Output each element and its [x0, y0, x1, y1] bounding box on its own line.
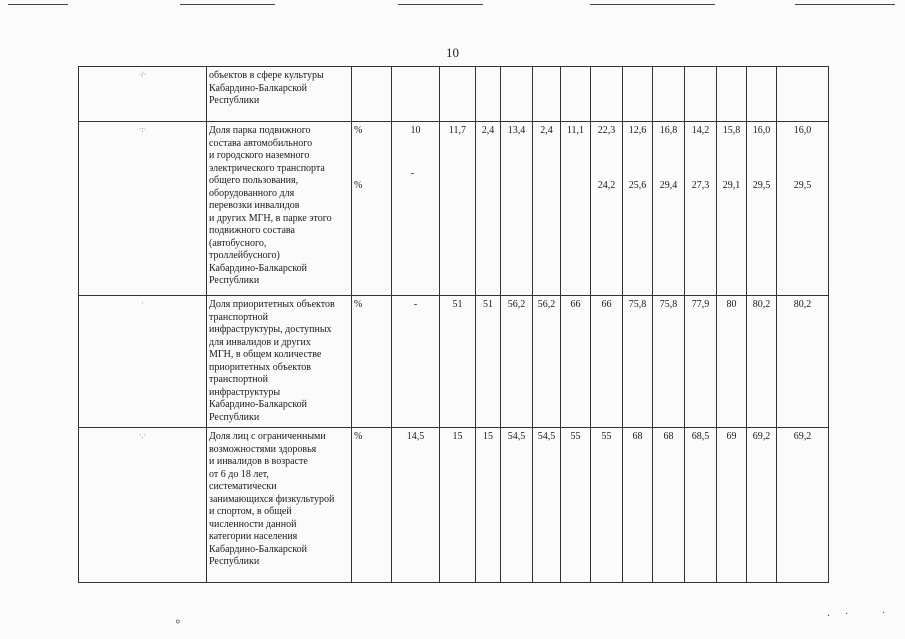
value: 56,2: [507, 299, 526, 310]
top-rule: [180, 4, 275, 5]
indicator-name-line: Кабардино-Балкарской: [209, 262, 308, 274]
value: 80: [726, 299, 737, 310]
indicator-name-line: для инвалидов и других: [209, 336, 311, 348]
value: 54,5: [537, 431, 556, 442]
indicator-name-line: Республики: [209, 556, 260, 567]
value-cell: [747, 122, 777, 296]
indicator-name-line: и городского наземного: [209, 150, 310, 161]
value-cell: [717, 296, 747, 428]
indicator-name-line: от 6 до 18 лет,: [209, 468, 269, 480]
value-cell: [476, 122, 501, 296]
indicator-name-line: инфраструктуры, доступных: [209, 324, 332, 335]
value: 80,2: [793, 299, 812, 310]
value: 14,2: [691, 125, 710, 136]
value-cell: [476, 67, 501, 122]
value: 69: [726, 431, 737, 442]
indicator-name-cell: [207, 428, 352, 583]
unit-cell: [352, 67, 392, 122]
value: 12,6: [628, 125, 647, 136]
value-cell: [440, 122, 476, 296]
value: 11,1: [566, 125, 585, 136]
indicator-name-line: Доля приоритетных объектов: [209, 299, 335, 310]
indicator-name-line: и спортом, в общей: [209, 506, 292, 517]
unit-value: %: [354, 299, 363, 310]
table-row: [79, 428, 829, 583]
value: 54,5: [507, 431, 526, 442]
value-cell: [685, 428, 717, 583]
value-cell: [777, 428, 829, 583]
row-number-cell: ·: [79, 296, 207, 428]
value: 14,5: [406, 431, 425, 442]
value: 2,4: [540, 125, 553, 136]
value: 10: [410, 125, 421, 136]
value-cell: [392, 428, 440, 583]
value: 15: [452, 431, 463, 442]
value-cell: [392, 67, 440, 122]
value-cell: [623, 122, 653, 296]
indicator-name-line: численности данной: [209, 518, 297, 530]
value-cell: [561, 428, 591, 583]
value-cell: [561, 296, 591, 428]
table-row: [79, 122, 829, 296]
value: 77,9: [691, 299, 710, 310]
value-cell: [717, 428, 747, 583]
top-rule: [398, 4, 483, 5]
scan-mark: ·: [845, 609, 849, 620]
indicator-name-line: общего пользования,: [209, 175, 299, 186]
value-second: 25,6: [628, 179, 647, 191]
value: 16,0: [752, 125, 771, 136]
page-number: 10: [446, 45, 459, 60]
value: 16,8: [659, 125, 678, 136]
value-cell: [476, 428, 501, 583]
value-cell: [533, 428, 561, 583]
value-second: 27,3: [691, 179, 710, 191]
indicator-name-line: электрического транспорта: [209, 162, 325, 174]
value-cell: [392, 296, 440, 428]
indicator-name-line: Кабардино-Балкарской: [209, 543, 308, 555]
value-cell: [440, 67, 476, 122]
value: -: [413, 299, 418, 310]
indicator-name-line: Республики: [209, 411, 260, 423]
value: 16,0: [793, 125, 812, 136]
unit-value: %: [354, 125, 363, 136]
table-row: [79, 296, 829, 428]
value-cell: [440, 428, 476, 583]
value-cell: [591, 122, 623, 296]
value: 15: [483, 431, 493, 442]
indicator-name-line: оборудованного для: [209, 187, 295, 199]
indicator-name-line: транспортной: [209, 374, 269, 385]
value: 69,2: [793, 431, 812, 442]
value-cell: [501, 428, 533, 583]
value: 51: [452, 299, 463, 310]
value-cell: [533, 122, 561, 296]
top-rule: [795, 4, 895, 5]
indicator-name-line: (автобусного,: [209, 237, 267, 249]
row-number-cell: ·.·: [79, 428, 207, 583]
value: 56,2: [537, 299, 556, 310]
value: 68: [663, 431, 674, 442]
value-cell: [777, 67, 829, 122]
indicator-name-cell: [207, 122, 352, 296]
value-cell: [747, 296, 777, 428]
value-second: 29,4: [659, 179, 678, 191]
value-cell: [591, 67, 623, 122]
unit-cell: [352, 122, 392, 296]
indicator-name-line: перевозки инвалидов: [209, 200, 300, 211]
indicator-name-line: состава автомобильного: [209, 137, 313, 149]
indicator-name-line: и инвалидов в возрасте: [209, 456, 308, 467]
indicator-name-line: категории населения: [209, 531, 298, 542]
value: 68,5: [691, 431, 710, 442]
indicator-name-line: Доля лиц с ограниченными: [209, 431, 326, 442]
value-second: 29,5: [793, 179, 812, 191]
indicator-name-line: занимающихся физкультурой: [209, 493, 335, 505]
scan-mark: ⸰: [175, 617, 181, 628]
indicator-name-line: транспортной: [209, 311, 269, 323]
value: 13,4: [507, 125, 526, 136]
value: 55: [570, 431, 581, 442]
value-cell: [440, 296, 476, 428]
value: 80,2: [752, 299, 771, 310]
value-second: 24,2: [597, 179, 616, 191]
indicator-name-cell: [207, 296, 352, 428]
value: 55: [601, 431, 612, 442]
indicator-name-line: Республики: [209, 275, 260, 286]
value-second: 29,5: [752, 179, 771, 191]
unit-value: %: [354, 431, 363, 442]
value-cell: [561, 67, 591, 122]
value-cell: [623, 67, 653, 122]
indicator-name-line: возможностями здоровья: [209, 443, 317, 455]
row-number-cell: ·:·: [79, 122, 207, 296]
scan-mark: ·: [827, 611, 831, 622]
value-cell: [501, 122, 533, 296]
value: 51: [483, 299, 493, 310]
value-cell: [561, 122, 591, 296]
value-dash: -: [410, 167, 415, 179]
value-cell: [533, 67, 561, 122]
value-cell: [717, 122, 747, 296]
value-cell: [533, 296, 561, 428]
value-cell: [777, 296, 829, 428]
value-cell: [591, 428, 623, 583]
scan-mark: ·: [882, 608, 886, 619]
unit-cell: [352, 428, 392, 583]
indicator-name-cell: [207, 67, 352, 122]
row-number-cell: ·/·: [79, 67, 207, 122]
indicator-name-line: Кабардино-Балкарской: [209, 399, 308, 410]
value: 66: [570, 299, 581, 310]
value: 66: [601, 299, 612, 310]
indicator-name-line: МГН, в общем количестве: [209, 349, 322, 360]
table-row: [79, 67, 829, 122]
value: 15,8: [722, 125, 741, 136]
value-cell: [501, 67, 533, 122]
value-cell: [685, 67, 717, 122]
indicator-name-line: систематически: [209, 481, 277, 492]
indicator-name-line: объектов в сфере культуры: [209, 70, 324, 81]
value: 22,3: [597, 125, 616, 136]
value-cell: [392, 122, 440, 296]
value-second: 29,1: [722, 179, 741, 191]
top-rule: [8, 4, 68, 5]
value-cell: [653, 122, 685, 296]
indicator-name-line: троллейбусного): [209, 250, 280, 261]
value-cell: [653, 428, 685, 583]
value: 75,8: [659, 299, 678, 310]
value-cell: [623, 296, 653, 428]
value-cell: [653, 67, 685, 122]
value: 2,4: [481, 125, 495, 136]
indicator-name-line: приоритетных объектов: [209, 361, 311, 373]
value-cell: [623, 428, 653, 583]
indicator-name-line: инфраструктуры: [209, 386, 281, 398]
value-cell: [747, 428, 777, 583]
unit-cell: [352, 296, 392, 428]
value: 68: [632, 431, 643, 442]
value-cell: [653, 296, 685, 428]
value-cell: [747, 67, 777, 122]
value-cell: [685, 122, 717, 296]
indicator-name-line: и других МГН, в парке этого: [209, 212, 332, 224]
indicator-name-line: Кабардино-Балкарской: [209, 82, 308, 94]
indicator-name-line: подвижного состава: [209, 225, 295, 236]
value-cell: [777, 122, 829, 296]
top-rule: [590, 4, 715, 5]
indicator-name-line: Республики: [209, 95, 260, 106]
unit-value: %: [354, 179, 363, 191]
value-cell: [717, 67, 747, 122]
value: 11,7: [448, 125, 467, 136]
indicator-name-line: Доля парка подвижного: [209, 125, 311, 136]
indicators-table: [78, 66, 829, 583]
value-cell: [685, 296, 717, 428]
value: 69,2: [752, 431, 771, 442]
value-cell: [501, 296, 533, 428]
value: 75,8: [628, 299, 647, 310]
value-cell: [591, 296, 623, 428]
value-cell: [476, 296, 501, 428]
